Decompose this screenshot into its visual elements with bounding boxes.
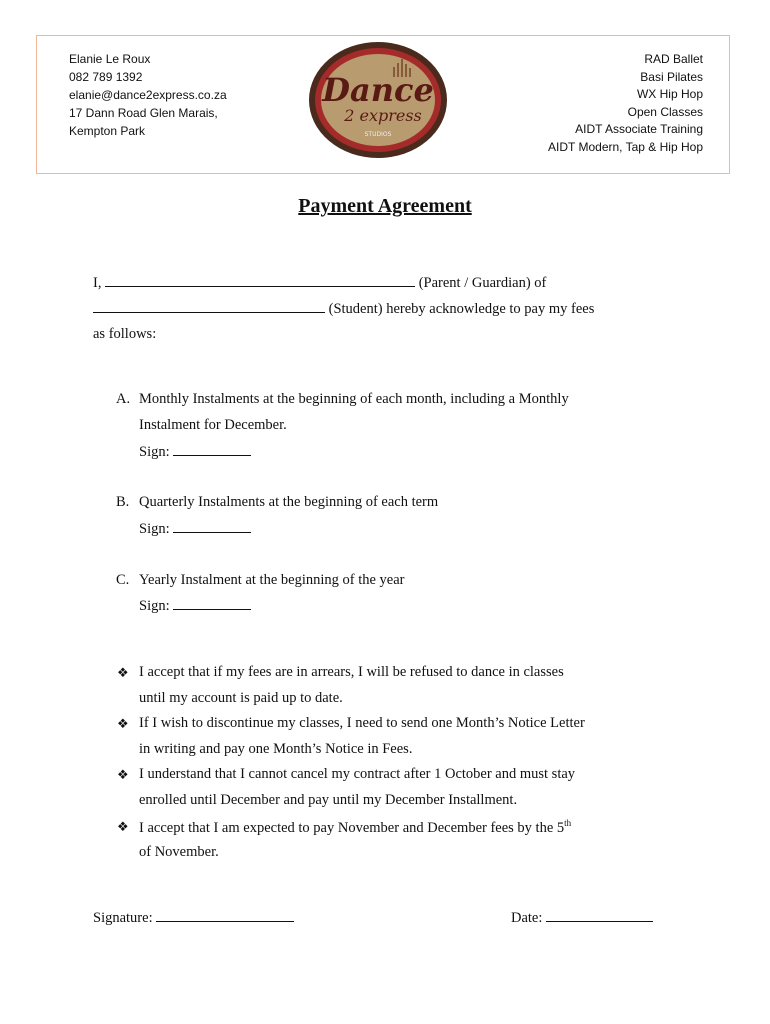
intro-line-3: as follows: — [93, 326, 157, 342]
option-c-sign: Sign: — [139, 597, 251, 615]
option-c-text: Yearly Instalment at the beginning of the year — [139, 572, 405, 588]
contact-block — [69, 50, 227, 140]
contact-email: elanie@dance2express.co.za — [69, 88, 227, 102]
signature-blank[interactable] — [156, 909, 294, 922]
diamond-bullet-icon: ❖ — [117, 665, 129, 680]
intro-line-2: (Student) hereby acknowledge to pay my fees — [93, 300, 594, 318]
option-b-text: Quarterly Instalments at the beginning of each term — [139, 494, 439, 510]
date-field: Date: — [511, 909, 653, 927]
svg-text:2 express: 2 express — [344, 106, 422, 125]
parent-name-blank[interactable] — [105, 274, 415, 287]
classes-list — [548, 51, 703, 157]
option-a-text: Instalment for December. — [139, 417, 287, 433]
intro-line-1: I, (Parent / Guardian) of — [93, 275, 547, 291]
class-item: Open Classes — [627, 104, 703, 119]
option-b-sign-blank[interactable] — [173, 520, 251, 533]
class-item: WX Hip Hop — [636, 87, 703, 102]
svg-text:STUDIOS: STUDIOS — [364, 131, 392, 138]
contact-address-line1: 17 Dann Road Glen Marais, — [69, 106, 218, 120]
term-2-cont: in writing and pay one Month’s Notice in Fees. — [139, 741, 413, 757]
page-title: Payment Agreement — [298, 195, 472, 217]
option-a-letter: A. — [116, 391, 131, 407]
diamond-bullet-icon: ❖ — [117, 716, 129, 731]
diamond-bullet-icon: ❖ — [117, 767, 129, 782]
option-a-sign: Sign: — [139, 443, 251, 461]
term-1: I accept that if my fees are in arrears, I will be refused to dance in classes — [139, 664, 564, 680]
svg-text:Dance: Dance — [322, 71, 434, 109]
class-item: AIDT Associate Training — [575, 122, 703, 137]
term-3-cont: enrolled until December and pay until my December Installment. — [139, 792, 518, 808]
contact-phone: 082 789 1392 — [69, 70, 143, 84]
option-c-sign-blank[interactable] — [173, 597, 251, 610]
term-3: I understand that I cannot cancel my contract after 1 October and must stay — [139, 766, 576, 782]
option-b-sign: Sign: — [139, 520, 251, 538]
dance2express-logo — [307, 39, 449, 159]
letterhead — [36, 35, 730, 174]
option-c-letter: C. — [116, 572, 130, 588]
signature-field: Signature: — [93, 909, 294, 927]
option-b-letter: B. — [116, 494, 130, 510]
option-a-sign-blank[interactable] — [173, 443, 251, 456]
term-1-cont: until my account is paid up to date. — [139, 690, 343, 706]
term-2: If I wish to discontinue my classes, I need to send one Month’s Notice Letter — [139, 715, 585, 731]
term-4-cont: of November. — [139, 844, 219, 860]
class-item: RAD Ballet — [644, 52, 703, 66]
term-4: I accept that I am expected to pay November and December fees by the 5th — [139, 818, 572, 836]
diamond-bullet-icon: ❖ — [117, 819, 129, 834]
class-item: Basi Pilates — [640, 69, 703, 84]
student-name-blank[interactable] — [93, 300, 325, 313]
contact-name: Elanie Le Roux — [69, 52, 151, 66]
contact-address-line2: Kempton Park — [69, 124, 146, 138]
option-a-text: Monthly Instalments at the beginning of each month, including a Monthly — [139, 391, 569, 407]
date-blank[interactable] — [546, 909, 653, 922]
class-item: AIDT Modern, Tap & Hip Hop — [548, 139, 703, 154]
